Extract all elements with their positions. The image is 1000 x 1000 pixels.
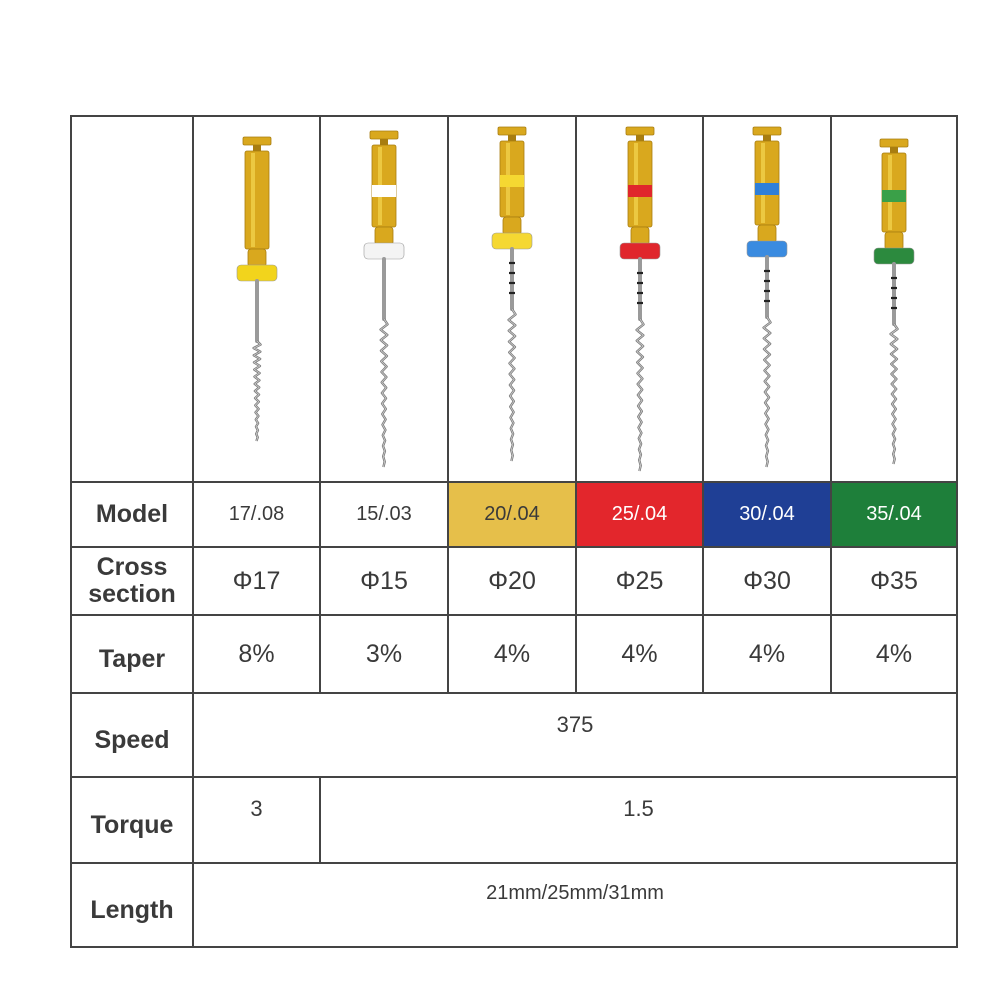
file-image-cell [448, 116, 576, 482]
taper-cell: 4% [703, 615, 831, 693]
torque-value-rest: 1.5 [320, 777, 957, 863]
file-image-cell [703, 116, 831, 482]
cross-section-cell: Φ20 [448, 547, 576, 615]
endodontic-file-icon [834, 119, 954, 479]
model-label: Model [71, 482, 193, 547]
cross-section-cell: Φ17 [193, 547, 320, 615]
torque-label: Torque [71, 777, 193, 863]
file-image-cell [831, 116, 957, 482]
speed-value: 375 [193, 693, 957, 777]
model-row [71, 482, 957, 547]
model-cell: 25/.04 [576, 482, 703, 547]
specification-table [70, 115, 958, 948]
file-image-cell [320, 116, 448, 482]
model-cell: 35/.04 [831, 482, 957, 547]
model-cell: 17/.08 [193, 482, 320, 547]
taper-label: Taper [71, 615, 193, 693]
corner-cell [71, 116, 193, 482]
endodontic-file-icon [707, 119, 827, 479]
endodontic-file-icon [324, 119, 444, 479]
length-row [71, 863, 957, 947]
image-row [71, 116, 957, 482]
cross-section-cell: Φ25 [576, 547, 703, 615]
taper-cell: 4% [576, 615, 703, 693]
endodontic-file-icon [580, 119, 700, 479]
model-cell: 15/.03 [320, 482, 448, 547]
torque-value-first: 3 [193, 777, 320, 863]
speed-row [71, 693, 957, 777]
cross-section-row [71, 547, 957, 615]
length-label: Length [71, 863, 193, 947]
torque-row [71, 777, 957, 863]
taper-cell: 4% [831, 615, 957, 693]
taper-row [71, 615, 957, 693]
cross-section-cell: Φ35 [831, 547, 957, 615]
file-image-cell [576, 116, 703, 482]
endodontic-file-icon [452, 119, 572, 479]
length-value: 21mm/25mm/31mm [193, 863, 957, 947]
model-cell: 20/.04 [448, 482, 576, 547]
speed-label: Speed [71, 693, 193, 777]
taper-cell: 4% [448, 615, 576, 693]
model-cell: 30/.04 [703, 482, 831, 547]
endodontic-file-icon [197, 119, 317, 479]
file-image-cell [193, 116, 320, 482]
cross-section-cell: Φ30 [703, 547, 831, 615]
taper-cell: 8% [193, 615, 320, 693]
cross-section-cell: Φ15 [320, 547, 448, 615]
cross-section-label: Cross section [71, 547, 193, 615]
taper-cell: 3% [320, 615, 448, 693]
